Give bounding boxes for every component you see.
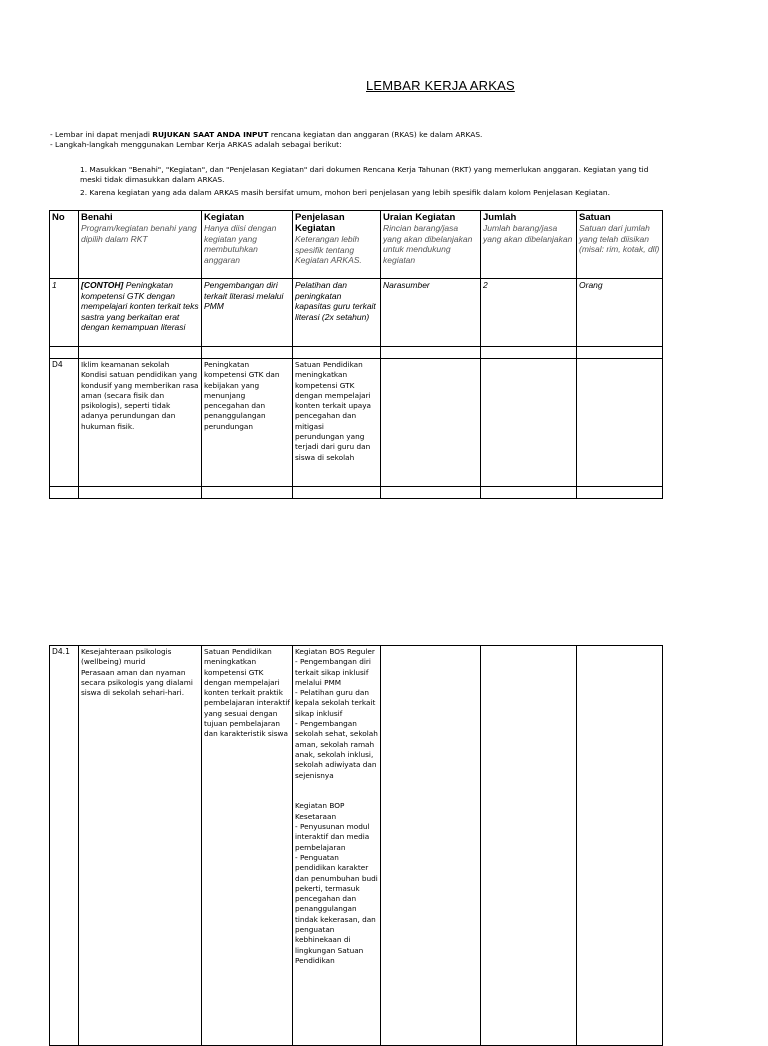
header-benahi-sub: Program/kegiatan benahi yang dipilih dalam RKT — [81, 223, 197, 244]
header-penjelasan-title: Penjelasan Kegiatan — [295, 212, 345, 234]
example-penjelasan: Pelatihan dan peningkatan kapasitas guru terkait literasi (2x setahun) — [293, 279, 381, 347]
empty-cell[interactable] — [79, 487, 202, 499]
header-uraian-title: Uraian Kegiatan — [383, 212, 456, 223]
row-d4-jumlah[interactable] — [481, 359, 577, 487]
example-kegiatan: Pengembangan diri terkait literasi melalui PMM — [202, 279, 293, 347]
row-d41-satuan[interactable] — [577, 646, 663, 1046]
example-row — [50, 279, 663, 347]
row-d4-satuan[interactable] — [577, 359, 663, 487]
header-benahi-title: Benahi — [81, 212, 113, 223]
empty-cell[interactable] — [293, 347, 381, 359]
empty-cell[interactable] — [50, 347, 79, 359]
row-d4-uraian[interactable] — [381, 359, 481, 487]
row-d4 — [50, 359, 663, 487]
empty-cell[interactable] — [577, 347, 663, 359]
row-d41-uraian[interactable] — [381, 646, 481, 1046]
header-benahi — [79, 211, 202, 279]
header-satuan-title: Satuan — [579, 212, 611, 223]
header-kegiatan — [202, 211, 293, 279]
step-2: 2. Karena kegiatan yang ada dalam ARKAS masih bersifat umum, mohon beri penjelasan yang lebih spesifik dalam kolom Penjelasan Kegiatan. — [80, 188, 610, 197]
header-row — [50, 211, 663, 279]
row-d41-penjelasan: Kegiatan BOS Reguler - Pengembangan diri terkait sikap inklusif melalui PMM - Pelatihan guru dan kepala sekolah terkait sikap inklusif - Pengembangan sekolah sehat, sekolah aman, sekolah ramah anak, sekolah inklusi, sekolah adiwiyata dan sejenisnya Kegiatan BOP Kesetaraan - Penyusunan modul interaktif dan media pembelajaran - Penguatan pendidikan karakter dan penumbuhan budi pekerti, termasuk pencegahan dan penanggulangan tindak kekerasan, dan penguatan kebhinekaan di lingkungan Satuan Pendidikan — [293, 646, 381, 1046]
empty-cell[interactable] — [293, 487, 381, 499]
page-title: LEMBAR KERJA ARKAS — [366, 78, 515, 93]
row-d41-kegiatan: Satuan Pendidikan meningkatkan kompetensi GTK dengan mempelajari konten terkait praktik pembelajaran interaktif yang sesuai dengan tujuan pembelajaran dan karakteristik siswa — [202, 646, 293, 1046]
example-jumlah: 2 — [481, 279, 577, 347]
example-no: 1 — [50, 279, 79, 347]
empty-cell[interactable] — [381, 487, 481, 499]
empty-cell[interactable] — [577, 487, 663, 499]
empty-cell[interactable] — [481, 347, 577, 359]
header-penjelasan — [293, 211, 381, 279]
intro-line-2: - Langkah-langkah menggunakan Lembar Kerja ARKAS adalah sebagai berikut: — [50, 140, 342, 149]
header-kegiatan-sub: Hanya diisi dengan kegiatan yang membutuhkan anggaran — [204, 223, 277, 265]
row-d4-penjelasan: Satuan Pendidikan meningkatkan kompetensi GTK dengan mempelajari konten terkait upaya pencegahan dan mitigasi perundungan yang terjadi dari guru dan siswa di sekolah — [293, 359, 381, 487]
header-uraian — [381, 211, 481, 279]
row-d4-kegiatan: Peningkatan kompetensi GTK dan kebijakan yang menunjang pencegahan dan penanggulangan perundungan — [202, 359, 293, 487]
spacer-row — [50, 487, 663, 499]
empty-cell[interactable] — [202, 347, 293, 359]
intro-line-1-bold: RUJUKAN SAAT ANDA INPUT — [152, 130, 269, 139]
spacer-row — [50, 347, 663, 359]
header-jumlah-title: Jumlah — [483, 212, 517, 223]
row-d41-benahi: Kesejahteraan psikologis (wellbeing) murid Perasaan aman dan nyaman secara psikologis yang dialami siswa di sekolah sehari-hari. — [79, 646, 202, 1046]
header-satuan-sub: Satuan dari jumlah yang telah diisikan (misal: rim, kotak, dll) — [579, 223, 660, 254]
row-d41-no: D4.1 — [50, 646, 79, 1046]
arkas-table-bottom — [49, 645, 663, 1046]
row-d41-jumlah[interactable] — [481, 646, 577, 1046]
empty-cell[interactable] — [381, 347, 481, 359]
example-benahi — [79, 279, 202, 347]
intro-line-1-post: rencana kegiatan dan anggaran (RKAS) ke dalam ARKAS. — [268, 130, 483, 139]
example-satuan: Orang — [577, 279, 663, 347]
example-uraian: Narasumber — [381, 279, 481, 347]
arkas-table-top — [49, 210, 663, 499]
intro-text — [50, 130, 670, 150]
intro-line-1 — [50, 130, 670, 140]
header-kegiatan-title: Kegiatan — [204, 212, 245, 223]
empty-cell[interactable] — [79, 347, 202, 359]
example-benahi-bold: [CONTOH] — [81, 280, 124, 290]
header-jumlah — [481, 211, 577, 279]
row-d4-benahi: Iklim keamanan sekolah Kondisi satuan pendidikan yang kondusif yang memberikan rasa aman (secara fisik dan psikologis), seperti tidak adanya perundungan dan hukuman fisik. — [79, 359, 202, 487]
row-d4-no: D4 — [50, 359, 79, 487]
example-benahi-text: Peningkatan kompetensi GTK dengan mempelajari konten terkait teks sastra yang berkaitan erat dengan kemampuan literasi — [81, 280, 199, 332]
empty-cell[interactable] — [50, 487, 79, 499]
empty-cell[interactable] — [202, 487, 293, 499]
header-no — [50, 211, 79, 279]
intro-line-1-pre: - Lembar ini dapat menjadi — [50, 130, 153, 139]
steps-list — [80, 165, 670, 198]
header-satuan — [577, 211, 663, 279]
header-uraian-sub: Rincian barang/jasa yang akan dibelanjakan untuk mendukung kegiatan — [383, 223, 473, 265]
header-penjelasan-sub: Keterangan lebih spesifik tentang Kegiatan ARKAS. — [295, 234, 362, 265]
empty-cell[interactable] — [481, 487, 577, 499]
header-jumlah-sub: Jumlah barang/jasa yang akan dibelanjakan — [483, 223, 573, 244]
step-1: 1. Masukkan "Benahi", "Kegiatan", dan "Penjelasan Kegiatan" dari dokumen Rencana Kerja Tahunan (RKT) yang memerlukan anggaran. Kegiatan yang tid meski tidak dimasukkan dalam ARKAS. — [80, 165, 649, 184]
header-no-title: No — [52, 212, 65, 223]
row-d41 — [50, 646, 663, 1046]
